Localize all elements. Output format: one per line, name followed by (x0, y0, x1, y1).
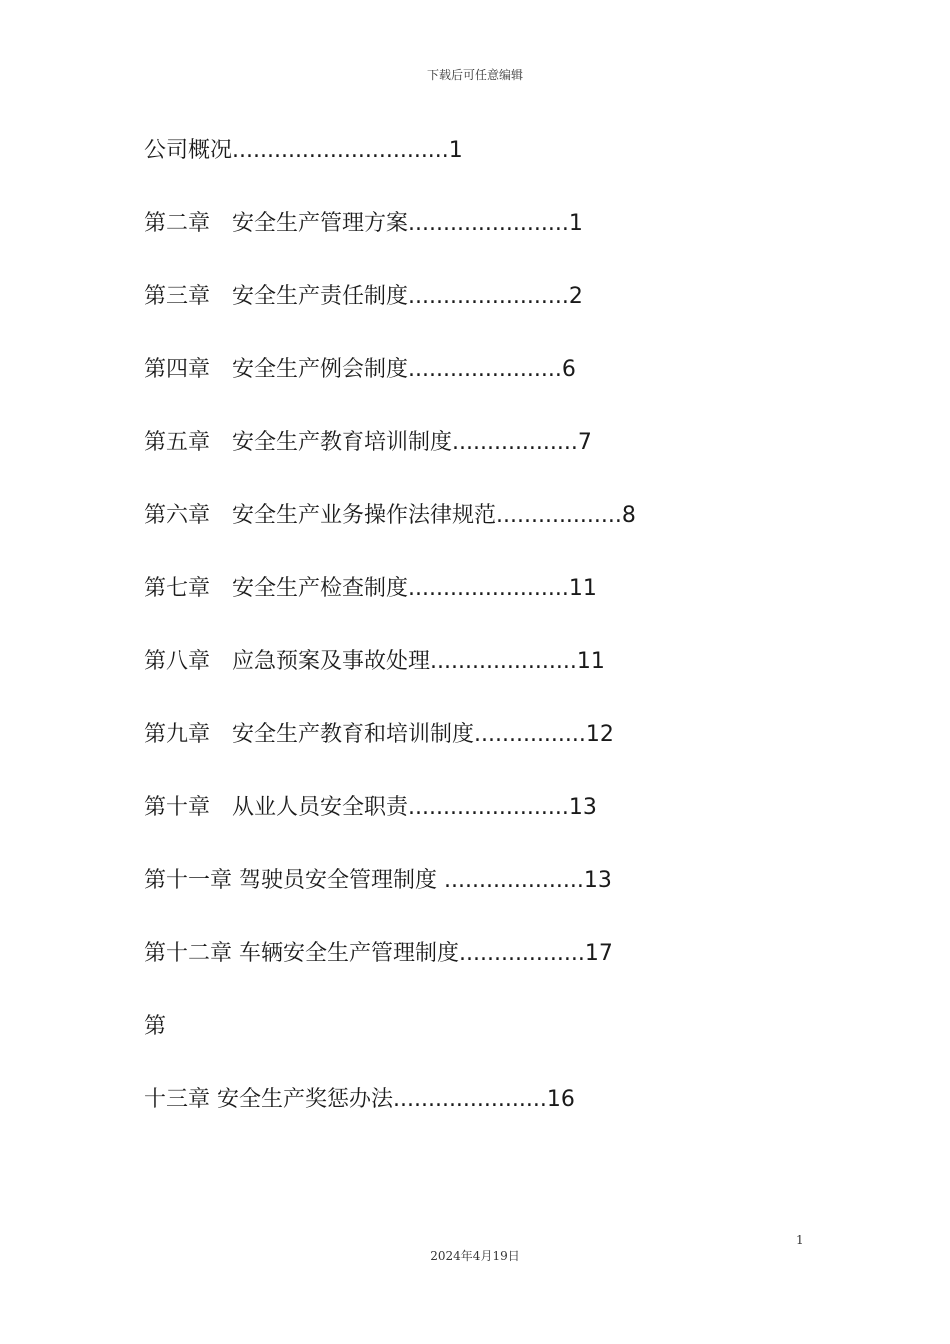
toc-entry-chapter-8: 第八章 应急预案及事故处理.....................11 (144, 649, 605, 674)
toc-entry-chapter-13: 十三章 安全生产奖惩办法......................16 (144, 1087, 575, 1112)
table-of-contents (144, 133, 844, 1155)
toc-entry-chapter-13-prefix: 第 (144, 1014, 167, 1039)
toc-entry-chapter-7: 第七章 安全生产检查制度.......................11 (144, 576, 597, 601)
toc-entry-company-overview: 公司概况...............................1 (144, 138, 463, 163)
toc-entry-chapter-12: 第十二章 车辆安全生产管理制度..................17 (144, 941, 613, 966)
toc-entry-chapter-3: 第三章 安全生产责任制度.......................2 (144, 284, 583, 309)
toc-entry-chapter-11: 第十一章 驾驶员安全管理制度 ....................13 (144, 868, 612, 893)
page-number: 1 (796, 1233, 804, 1247)
toc-entry-chapter-2: 第二章 安全生产管理方案.......................1 (144, 211, 583, 236)
page-header: 下载后可任意编辑 (426, 68, 523, 82)
page-footer-date: 2024年4月19日 (430, 1249, 520, 1263)
toc-entry-chapter-10: 第十章 从业人员安全职责.......................13 (144, 795, 597, 820)
toc-entry-chapter-9: 第九章 安全生产教育和培训制度................12 (144, 722, 614, 747)
toc-entry-chapter-5: 第五章 安全生产教育培训制度..................7 (144, 430, 592, 455)
toc-entry-chapter-6: 第六章 安全生产业务操作法律规范..................8 (144, 503, 636, 528)
toc-entry-chapter-4: 第四章 安全生产例会制度......................6 (144, 357, 576, 382)
